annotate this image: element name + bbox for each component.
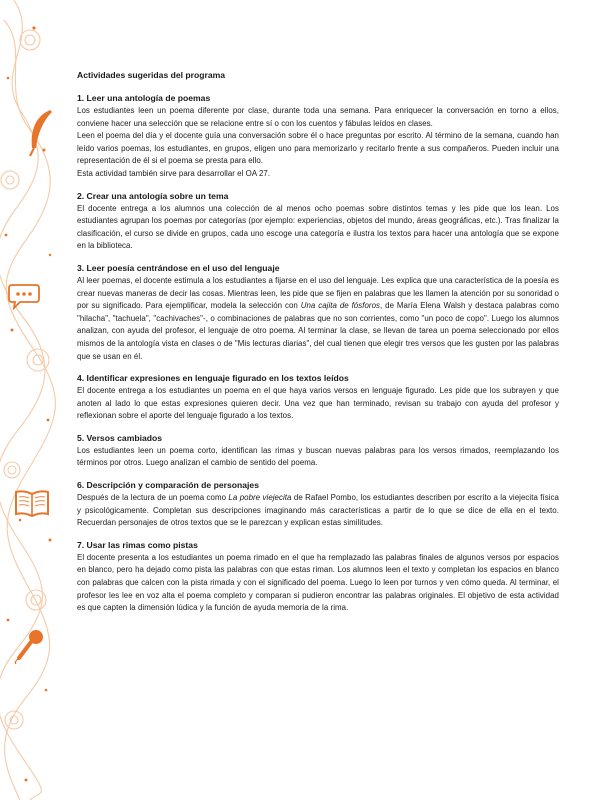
section-heading: 5. Versos cambiados [77,432,163,443]
section-heading: 4. Identificar expresiones en lenguaje figurado en los textos leídos [77,373,349,384]
paragraph-text: de Rafael Pombo, los estudiantes describen por escrito a la viejecita física y psicológicamente. Completan sus descripciones imaginando más características a partir de lo que se dice de ella en el texto. Recuerdan personajes de otros textos que se le parezcan y explican estas similitudes. [77,493,559,528]
section-heading: 3. Leer poesía centrándose en el uso del lenguaje [77,262,280,273]
section-paragraph: Los estudiantes leen un poema diferente por clase, durante toda una semana. Para enriquecer la conversación en torno a ellos, conviene hacer una selección que se relacione entre sí o con los cuentos y fábulas leídos en clases. [77,106,559,128]
activity-section-5 [77,433,559,470]
section-heading: 7. Usar las rimas como pistas [77,539,198,550]
section-heading: 2. Crear una antología sobre un tema [77,190,229,201]
section-paragraph: El docente entrega a los alumnos una colección de al menos ocho poemas sobre distintos temas y les pide que los lean. Los estudiantes agrupan los poemas por categorías (por ejemplo: experiencias, objetos del mundo, áreas geográficas, etc.). Tras finalizar la clasificación, el curso se divide en grupos, cada uno escoge una categoría e ilustra los textos para hacer una antología que se expone en la biblioteca. [77,203,559,251]
paragraph-text: Después de la lectura de un poema como [77,493,229,503]
activity-section-4 [77,373,559,423]
paragraph-text: Al leer poemas, el docente estimula a los estudiantes a fijarse en el uso del lenguaje. Les explica que una característica de la poesía es crear nuevas maneras de decir las cosas. Mientras leen, les pide que se fijen en palabras que les llamen la atención por su sonoridad o por su significado. Para ejemplificar, modela la selección con [77,275,559,311]
book-title: Una cajita de fósforos [300,301,381,311]
activity-section-1 [77,93,559,181]
open-book-icon [14,488,50,518]
activity-section-6 [77,480,559,530]
activity-section-3 [77,263,559,363]
section-paragraph: Los estudiantes leen un poema corto, identifican las rimas y buscan nuevas palabras para los versos rimados, reemplazando los términos por otros. Luego analizan el cambio de sentido del poema. [77,445,559,468]
section-paragraph [77,275,559,363]
activity-section-7 [77,540,559,615]
section-paragraph: Esta actividad también sirve para desarrollar el OA 27. [77,168,271,178]
speech-bubble-icon [8,282,40,310]
activity-section-2 [77,191,559,253]
section-paragraph: El docente presenta a los estudiantes un poema rimado en el que ha remplazado las palabras finales de algunos versos por espacios en blanco, pero ha dejado como pista las palabras con que estas riman. Los alumnos leen el texto y completan los espacios en blanco con palabras que calcen con la pista rimada y con el significado del poema. Luego lo leen por turnos y ven cómo queda. Al terminar, el profesor les lee en voz alta el poema completo y comparan si pudieron encontrar las palabras originales. El objetivo de esta actividad es que capten la dimensión lúdica y la función de ayuda memoria de la rima. [77,552,559,613]
microphone-icon [14,628,46,664]
document-page [77,70,559,625]
section-heading: 1. Leer una antología de poemas [77,93,211,103]
document-title: Actividades sugeridas del programa [77,70,226,80]
section-paragraph [77,492,559,530]
quill-icon [22,108,56,158]
section-paragraph: El docente entrega a los estudiantes un poema en el que haya varios versos en lenguaje figurado. Les pide que los subrayen y que anoten al lado lo que estas expresiones quieren decir. Una vez que han terminado, revisan su trabajo con ayuda del profesor y reflexionan sobre el aporte del lenguaje figurado a los textos. [77,386,559,421]
section-paragraph: Leen el poema del día y el docente guía una conversación sobre él o hace preguntas por escrito. Al término de la semana, cuando han leído varios poemas, los estudiantes, en grupos, eligen uno para memorizarlo y recitarlo frente a sus compañeros. Pueden incluir una representación de él si el poema se presta para ello. [77,131,559,166]
poem-title: La pobre viejecita [228,493,292,503]
section-heading: 6. Descripción y comparación de personajes [77,480,259,491]
paragraph-text: , de María Elena Walsh y destaca palabras como "hilacha", "tachuela", "cachivaches"-, o combinaciones de palabras que no son corrientes, como "un poco de copo". Luego los alumnos analizan, con ayuda del profesor, el lenguaje de otro poema. Al terminar la clase, se llevan de tarea un poema seleccionado por ellos mismos de la antología vista en clases o de "Mis lecturas diarias", del cual tienen que elegir tres versos que les gusten por las palabras que se usan en él. [77,301,560,361]
